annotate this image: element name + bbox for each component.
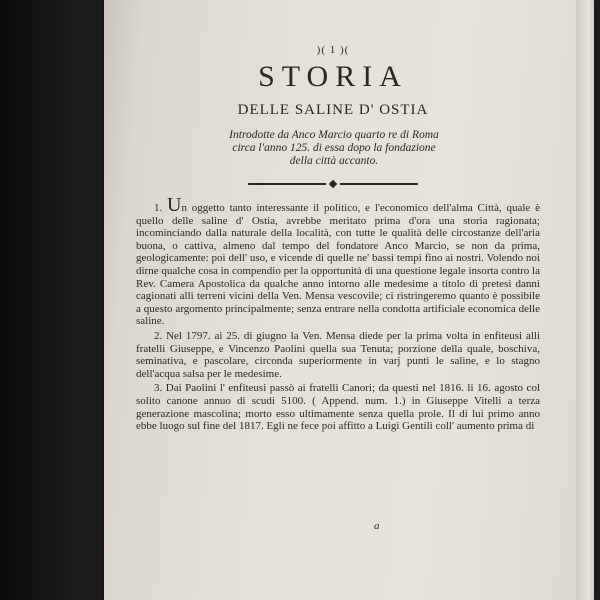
catchword: a [374, 520, 380, 532]
page-title: STORIA [258, 60, 408, 93]
rule-diamond [329, 180, 337, 188]
paragraph [136, 194, 540, 328]
intro-line: della città accanto. [289, 155, 379, 167]
paragraph [136, 382, 540, 432]
document-page [104, 0, 576, 600]
intro-line: circa l'anno 125. di essa dopo la fondazione [232, 142, 436, 154]
ornamental-rule [248, 181, 418, 187]
paragraph [136, 330, 540, 380]
rule-left [248, 183, 326, 185]
drop-initial: U [167, 194, 182, 216]
body-text [136, 194, 541, 435]
page-folio: )( 1 )( [316, 44, 350, 56]
paragraph-text: Nel 1797. ai 25. di giugno la Ven. Mensa diede per la prima volta in enfiteusi alli fratelli Giuseppe, e Vincenzo Paolini quella sua Tenuta; porzione della quale, boschiva, seminativa, e pascolare, circonda superiormente in varj punti le saline, e lo stagno dell'acqua salsa per le medesime. [136, 329, 541, 380]
page-subtitle: DELLE SALINE D' OSTIA [237, 102, 429, 118]
intro-block [156, 129, 512, 168]
rule-right [340, 183, 418, 185]
paragraph-number: 3. [154, 382, 163, 395]
intro-line: Introdotte da Anco Marcio quarto re di Roma [229, 129, 439, 141]
paragraph-text: Dai Paolini l' enfiteusi passò ai fratelli Canori; da questi nel 1816. li 16. agosto col solito canone annuo di scudi 5100. ( Append. num. 1.) in Giuseppe Vitelli a terza generazione mascolina; morto esso ultimamente senza quella prole. Il di lui primo anno ebbe luogo sul fine del 1817. Egli ne fece poi affitto a Luigi Gentili coll' aumento prima di [136, 382, 540, 433]
paragraph-number: 1. [154, 202, 163, 214]
paragraph-text: n oggetto tanto interessante il politico, e l'economico dell'alma Città, quale è quello delle saline d' Ostia, avrebbe meritato prima d'ora una storia ragionata; incominciando dalla naturale della località, con tutte le qualità delle circostanze dell'aria buona, o cattiva, almeno dal tempo del fondatore Anco Marcio, se non da prima, geologicamente: poi dell' uso, e vicende di quelle ne' bassi tempi fino ai nostri. Volendo noi dirne qualche cosa in compendio per la opportunità di una questione legale insorta contro la Rev. Camera Apostolica da qualche anno intorno alle medesime a titolo di pretesi danni cagionati alli terreni vicini della Ven. Mensa vescovile; ci ristringeremo quanto è possibile a questo argomento principalmente; senza entrare nella condotta artificiale economica delle saline. [136, 202, 540, 328]
paragraph-number: 2. [154, 329, 163, 342]
